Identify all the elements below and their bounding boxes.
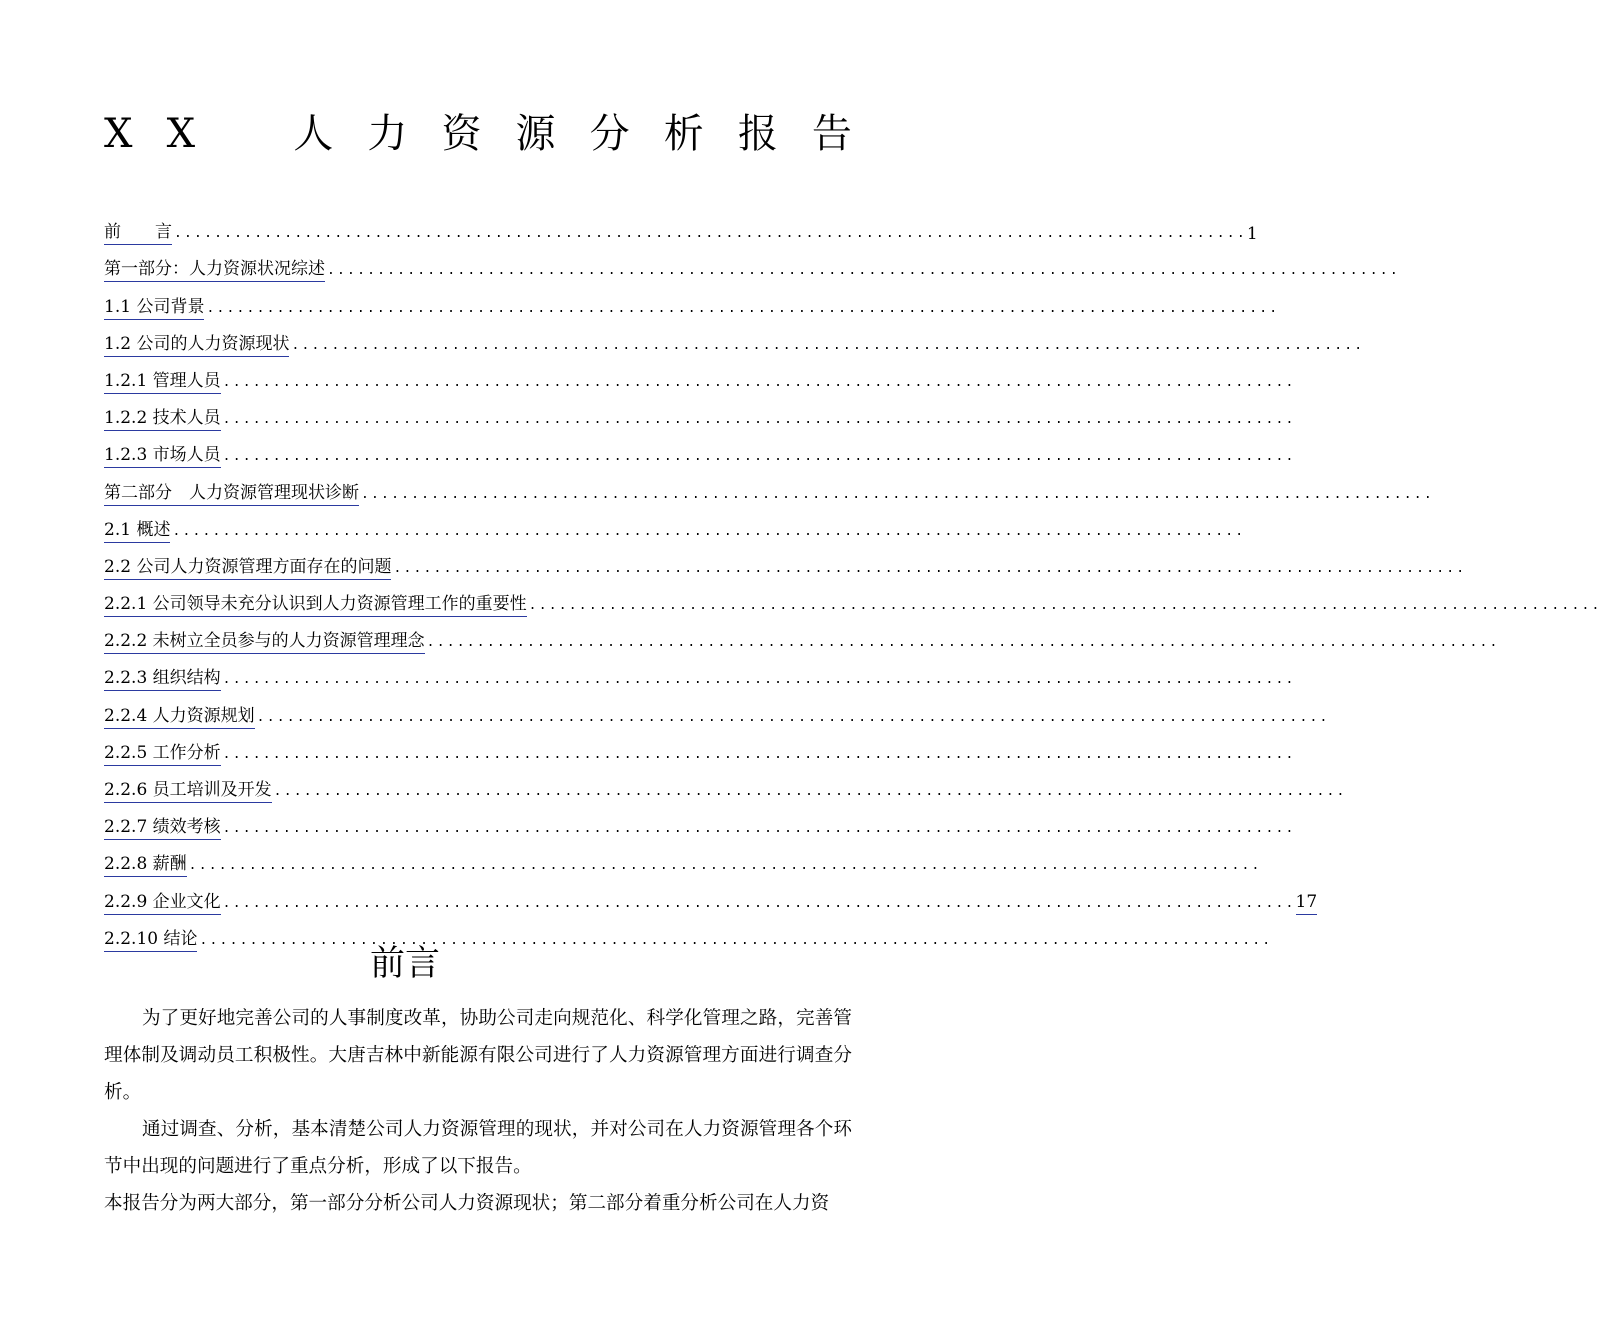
- toc-dot-leader: ...........................................................................................................: [199, 932, 1273, 948]
- toc-link[interactable]: 第二部分 人力资源管理现状诊断: [104, 482, 359, 506]
- toc-link[interactable]: 2.2.1 公司领导未充分认识到人力资源管理工作的重要性: [104, 593, 527, 617]
- toc-entry[interactable]: [104, 512, 1246, 549]
- toc-page-number[interactable]: 17: [1296, 891, 1318, 915]
- toc-dot-leader: ...........................................................................................................: [206, 300, 1280, 316]
- paragraph: 为了更好地完善公司的人事制度改革，协助公司走向规范化、科学化管理之路，完善管理体制及调动员工积极性。大唐吉林中新能源有限公司进行了人力资源管理方面进行调查分析。: [104, 1008, 852, 1103]
- toc-dot-leader: ...........................................................................................................: [172, 523, 1246, 539]
- toc-dot-leader: ...........................................................................................................: [273, 784, 1347, 799]
- toc-link[interactable]: 2.2.2 未树立全员参与的人力资源管理理念: [104, 630, 425, 654]
- toc-dot-leader: ...........................................................................................................: [222, 672, 1296, 688]
- toc-entry[interactable]: [104, 883, 1318, 920]
- toc-dot-leader: ...........................................................................................................: [327, 263, 1400, 279]
- toc-link[interactable]: 2.2.7 绩效考核: [104, 816, 221, 840]
- title-char: 报: [737, 111, 778, 157]
- title-char: 分: [589, 111, 630, 157]
- title-char: 人: [293, 111, 334, 157]
- toc-link[interactable]: 2.1 概述: [104, 519, 170, 543]
- toc-link[interactable]: 2.2.6 员工培训及开发: [104, 779, 272, 803]
- toc-link[interactable]: 前 言: [104, 221, 172, 245]
- toc-dot-leader: ...........................................................................................................: [188, 858, 1262, 874]
- table-of-contents: [104, 214, 1602, 958]
- toc-entry[interactable]: [104, 288, 1280, 325]
- toc-link[interactable]: 第一部分：人力资源状况综述: [104, 258, 325, 282]
- toc-entry[interactable]: [104, 214, 1258, 251]
- toc-entry[interactable]: [104, 846, 1262, 883]
- toc-dot-leader: ...........................................................................................................: [222, 821, 1296, 837]
- toc-link[interactable]: 1.2.1 管理人员: [104, 370, 221, 394]
- toc-link[interactable]: 1.2.3 市场人员: [104, 444, 221, 468]
- toc-entry[interactable]: [104, 623, 1500, 660]
- toc-dot-leader: ...........................................................................................................: [174, 226, 1247, 242]
- toc-entry[interactable]: [104, 549, 1467, 586]
- paragraph: 通过调查、分析，基本清楚公司人力资源管理的现状，并对公司在人力资源管理各个环节中出现的问题进行了重点分析，形成了以下报告。: [104, 1119, 852, 1177]
- toc-link[interactable]: 2.2.4 人力资源规划: [104, 705, 255, 729]
- toc-entry[interactable]: [104, 660, 1296, 697]
- toc-entry[interactable]: [104, 735, 1296, 772]
- toc-dot-leader: ...........................................................................................................: [222, 412, 1296, 428]
- toc-link[interactable]: 1.2.2 技术人员: [104, 407, 221, 431]
- title-char: 力: [367, 111, 408, 157]
- section-heading: 前言: [370, 944, 441, 984]
- toc-entry[interactable]: [104, 251, 1400, 288]
- document-title: [104, 106, 852, 162]
- title-char: 资: [441, 111, 482, 157]
- title-gap: [229, 106, 259, 162]
- body-text: [104, 1000, 852, 1222]
- toc-entry[interactable]: [104, 400, 1296, 437]
- toc-link[interactable]: 2.2.10 结论: [104, 928, 197, 952]
- toc-dot-leader: ...........................................................................................................: [291, 337, 1365, 353]
- toc-entry[interactable]: [104, 809, 1296, 846]
- toc-dot-leader: ...........................................................................................................: [222, 895, 1296, 911]
- toc-dot-leader: ...........................................................................................................: [222, 374, 1296, 390]
- paragraph: 本报告分为两大部分，第一部分分析公司人力资源现状；第二部分着重分析公司在人力资: [104, 1193, 830, 1214]
- toc-entry[interactable]: [104, 474, 1434, 511]
- toc-dot-leader: ...........................................................................................................: [222, 746, 1296, 762]
- toc-entry[interactable]: [104, 772, 1347, 809]
- title-char: 告: [811, 111, 852, 157]
- toc-dot-leader: ...........................................................................................................: [393, 560, 1467, 576]
- toc-entry[interactable]: [104, 697, 1330, 734]
- toc-link[interactable]: 2.2.3 组织结构: [104, 667, 221, 691]
- toc-link[interactable]: 1.1 公司背景: [104, 296, 204, 320]
- toc-dot-leader: ...........................................................................................................: [528, 598, 1602, 614]
- toc-dot-leader: ...........................................................................................................: [426, 635, 1500, 651]
- toc-dot-leader: ...........................................................................................................: [361, 486, 1434, 502]
- toc-dot-leader: ...........................................................................................................: [222, 449, 1296, 465]
- title-char: X: [104, 111, 133, 157]
- toc-link[interactable]: 2.2.8 薪酬: [104, 853, 187, 877]
- toc-dot-leader: ...........................................................................................................: [256, 709, 1330, 725]
- toc-link[interactable]: 1.2 公司的人力资源现状: [104, 333, 289, 357]
- title-char: 析: [663, 111, 704, 157]
- toc-entry[interactable]: [104, 363, 1296, 400]
- toc-link[interactable]: 2.2.5 工作分析: [104, 742, 221, 766]
- toc-entry[interactable]: [104, 326, 1365, 363]
- toc-link[interactable]: 2.2.9 企业文化: [104, 891, 221, 915]
- toc-page-number: 1: [1246, 224, 1258, 245]
- toc-entry[interactable]: [104, 586, 1602, 623]
- toc-link[interactable]: 2.2 公司人力资源管理方面存在的问题: [104, 556, 391, 580]
- toc-entry[interactable]: [104, 437, 1296, 474]
- title-char: 源: [515, 111, 556, 157]
- title-char: X: [166, 111, 196, 157]
